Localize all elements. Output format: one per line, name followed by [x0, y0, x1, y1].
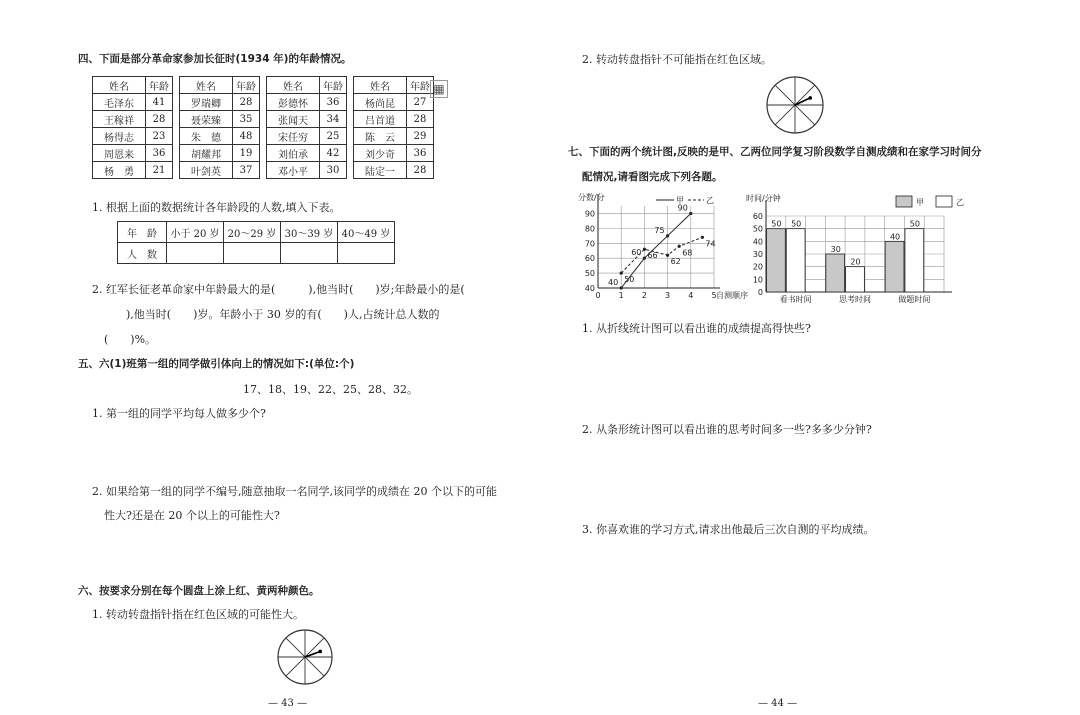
data-label: 74 [705, 239, 716, 249]
data-point [643, 257, 646, 260]
table-row [93, 94, 434, 111]
spinner-pointer-tip [808, 96, 812, 100]
age-table [92, 76, 434, 179]
person-age: 48 [233, 128, 260, 145]
q6-question-2: 2. 转动转盘指针不可能指在红色区域。 [582, 53, 772, 66]
spinner-2[interactable] [765, 75, 825, 135]
bar-乙 [786, 229, 805, 292]
column-gap [260, 145, 267, 162]
person-age: 36 [407, 145, 434, 162]
person-name: 张闻天 [267, 111, 320, 128]
person-age: 41 [146, 94, 173, 111]
bar-value-label: 50 [771, 219, 782, 229]
person-name: 罗瑞卿 [180, 94, 233, 111]
page-number-left: — 43 — [268, 698, 308, 709]
section-6-title: 六、按要求分别在每个圆盘上涂上红、黄两种颜色。 [78, 585, 320, 597]
legend-swatch-jia [896, 196, 912, 207]
y-tick-label: 30 [752, 250, 763, 259]
person-name: 陈 云 [354, 128, 407, 145]
count-header-20-29: 20～29 岁 [224, 222, 281, 243]
table-row [93, 145, 434, 162]
data-label: 68 [682, 248, 693, 258]
person-age: 29 [407, 128, 434, 145]
person-name: 吕首道 [354, 111, 407, 128]
q4-question-2-line3: ( )%。 [104, 333, 157, 346]
person-name: 毛泽东 [93, 94, 146, 111]
q5-question-2-line1: 2. 如果给第一组的同学不编号,随意抽取一名同学,该同学的成绩在 20 个以下的可能 [92, 485, 497, 498]
header-name: 姓名 [354, 77, 407, 94]
person-age: 37 [233, 162, 260, 179]
header-age: 年龄 [233, 77, 260, 94]
person-age: 35 [233, 111, 260, 128]
legend-label-jia: 甲 [916, 198, 924, 207]
person-age: 28 [233, 94, 260, 111]
column-gap [173, 77, 180, 94]
bar-value-label: 50 [791, 219, 802, 229]
header-age: 年龄 [407, 77, 434, 94]
person-name: 王稼祥 [93, 111, 146, 128]
column-gap [347, 111, 354, 128]
person-name: 邓小平 [267, 162, 320, 179]
category-label: 做题时间 [898, 295, 931, 304]
header-name: 姓名 [180, 77, 233, 94]
x-axis-label: 自测顺序 [716, 291, 748, 300]
data-label: 90 [677, 203, 688, 213]
count-header-under20: 小于 20 岁 [167, 222, 224, 243]
person-age: 28 [146, 111, 173, 128]
y-axis-label: 分数/分 [578, 193, 605, 202]
count-header-30-39: 30～39 岁 [281, 222, 338, 243]
person-age: 28 [407, 111, 434, 128]
column-gap [173, 111, 180, 128]
data-label: 75 [654, 225, 665, 235]
person-age: 23 [146, 128, 173, 145]
y-tick-label: 20 [752, 262, 763, 272]
category-label: 思考时间 [839, 295, 871, 304]
person-name: 聂荣臻 [180, 111, 233, 128]
person-name: 刘伯承 [267, 145, 320, 162]
column-gap [260, 162, 267, 179]
category-label: 看书时间 [779, 295, 812, 304]
x-tick-label: 3 [665, 291, 671, 300]
count-cell-20-29[interactable] [224, 243, 281, 264]
data-point [666, 254, 669, 257]
person-name: 刘少奇 [354, 145, 407, 162]
bar-chart [744, 190, 974, 305]
data-label: 66 [647, 251, 658, 261]
legend-label-yi: 乙 [956, 198, 964, 207]
y-tick-label: 60 [752, 212, 763, 221]
table-row [93, 111, 434, 128]
column-gap [347, 94, 354, 111]
column-gap [260, 77, 267, 94]
section-4-title: 四、下面是部分革命家参加长征时(1934 年)的年龄情况。 [78, 53, 352, 65]
data-point [689, 212, 692, 215]
person-name: 杨得志 [93, 128, 146, 145]
column-gap [260, 128, 267, 145]
column-gap [173, 162, 180, 179]
age-table-header-row [93, 77, 434, 94]
count-cell-40-49[interactable] [338, 243, 395, 264]
legend-swatch-yi [936, 196, 952, 207]
q5-question-2-line2: 性大?还是在 20 个以上的可能性大? [104, 509, 280, 522]
data-point [643, 248, 646, 251]
q4-question-2-line1: 2. 红军长征老革命家中年龄最大的是( ),他当时( )岁;年龄最小的是( [92, 283, 465, 296]
y-tick-label: 40 [752, 237, 763, 247]
age-table-wrapper [92, 76, 434, 179]
table-icon[interactable]: ▦ [430, 80, 448, 98]
line-chart [574, 190, 748, 305]
page-number-right: — 44 — [758, 698, 798, 709]
person-name: 杨 勇 [93, 162, 146, 179]
column-gap [173, 145, 180, 162]
person-age: 30 [320, 162, 347, 179]
y-tick-label: 90 [584, 209, 595, 219]
data-point [678, 245, 681, 248]
data-label: 60 [631, 248, 642, 258]
person-age: 28 [407, 162, 434, 179]
column-gap [347, 162, 354, 179]
person-name: 朱 德 [180, 128, 233, 145]
header-name: 姓名 [93, 77, 146, 94]
header-age: 年龄 [320, 77, 347, 94]
person-age: 21 [146, 162, 173, 179]
y-tick-label: 40 [584, 284, 595, 293]
count-cell-30-39[interactable] [281, 243, 338, 264]
bar-甲 [885, 241, 904, 292]
data-point [666, 234, 669, 237]
x-tick-label: 2 [641, 291, 647, 300]
bar-value-label: 20 [850, 257, 861, 267]
count-table [117, 221, 395, 264]
count-row-label: 人 数 [118, 243, 167, 264]
bar-value-label: 30 [830, 245, 841, 254]
y-tick-label: 50 [752, 224, 763, 234]
y-tick-label: 50 [584, 269, 595, 279]
column-gap [260, 111, 267, 128]
data-label: 50 [624, 275, 635, 285]
bar-乙 [846, 267, 865, 292]
person-age: 36 [320, 94, 347, 111]
x-tick-label: 4 [688, 291, 694, 300]
person-name: 宋任穷 [267, 128, 320, 145]
table-row [93, 162, 434, 179]
table-row [93, 128, 434, 145]
person-age: 19 [233, 145, 260, 162]
spinner-1[interactable] [276, 628, 334, 686]
x-tick-label: 0 [595, 291, 601, 300]
spinner-pointer [795, 98, 810, 105]
data-point [701, 236, 704, 239]
person-name: 杨尚昆 [354, 94, 407, 111]
count-table-wrapper [117, 221, 395, 264]
column-gap [347, 145, 354, 162]
person-name: 陆定一 [354, 162, 407, 179]
x-tick-label: 1 [618, 291, 624, 300]
column-gap [173, 128, 180, 145]
header-age: 年龄 [146, 77, 173, 94]
person-name: 彭德怀 [267, 94, 320, 111]
y-tick-label: 60 [584, 254, 595, 264]
legend-label-jia: 甲 [676, 196, 684, 205]
spinner-pointer-tip [318, 650, 322, 654]
y-tick-label: 10 [752, 275, 763, 285]
data-label: 40 [608, 278, 619, 287]
q5-question-1: 1. 第一组的同学平均每人做多少个? [92, 407, 266, 420]
q5-data: 17、18、19、22、25、28、32。 [243, 383, 418, 396]
section-7-title-line1: 七、下面的两个统计图,反映的是甲、乙两位同学复习阶段数学自测成绩和在家学习时间分 [568, 146, 982, 158]
q4-question-2-line2: ),他当时( )岁。年龄小于 30 岁的有( )人,占统计总人数的 [104, 308, 440, 321]
y-tick-label: 70 [584, 239, 595, 249]
y-axis-label: 时间/分钟 [746, 194, 781, 203]
q6-question-1: 1. 转动转盘指针指在红色区域的可能性大。 [92, 608, 304, 621]
bar-甲 [767, 229, 786, 292]
y-tick-label: 0 [757, 288, 763, 297]
q7-question-1: 1. 从折线统计图可以看出谁的成绩提高得快些? [582, 322, 811, 335]
q7-question-2: 2. 从条形统计图可以看出谁的思考时间多一些?多多少分钟? [582, 423, 872, 436]
data-point [620, 271, 623, 274]
person-age: 36 [146, 145, 173, 162]
section-7-title-line2: 配情况,请看图完成下列各题。 [582, 171, 723, 183]
bar-value-label: 40 [889, 232, 901, 242]
data-label: 62 [670, 257, 681, 267]
column-gap [173, 94, 180, 111]
header-name: 姓名 [267, 77, 320, 94]
count-cell-under20[interactable] [167, 243, 224, 264]
person-age: 25 [320, 128, 347, 145]
bar-value-label: 50 [909, 219, 920, 229]
x-tick-label: 5 [711, 291, 717, 300]
count-header-age: 年 龄 [118, 222, 167, 243]
count-header-40-49: 40～49 岁 [338, 222, 395, 243]
column-gap [347, 128, 354, 145]
y-tick-label: 80 [584, 224, 595, 234]
person-age: 27 [407, 94, 434, 111]
data-point [620, 286, 623, 289]
person-name: 叶剑英 [180, 162, 233, 179]
column-gap [260, 94, 267, 111]
person-name: 周恩来 [93, 145, 146, 162]
person-name: 胡耀邦 [180, 145, 233, 162]
q7-question-3: 3. 你喜欢谁的学习方式,请求出他最后三次自测的平均成绩。 [582, 523, 875, 536]
bar-乙 [905, 229, 924, 292]
person-age: 42 [320, 145, 347, 162]
bar-甲 [826, 254, 845, 292]
q4-question-1: 1. 根据上面的数据统计各年龄段的人数,填入下表。 [92, 201, 341, 214]
column-gap [347, 77, 354, 94]
section-5-title: 五、六(1)班第一组的同学做引体向上的情况如下:(单位:个) [78, 358, 355, 370]
legend-label-yi: 乙 [706, 196, 714, 205]
person-age: 34 [320, 111, 347, 128]
